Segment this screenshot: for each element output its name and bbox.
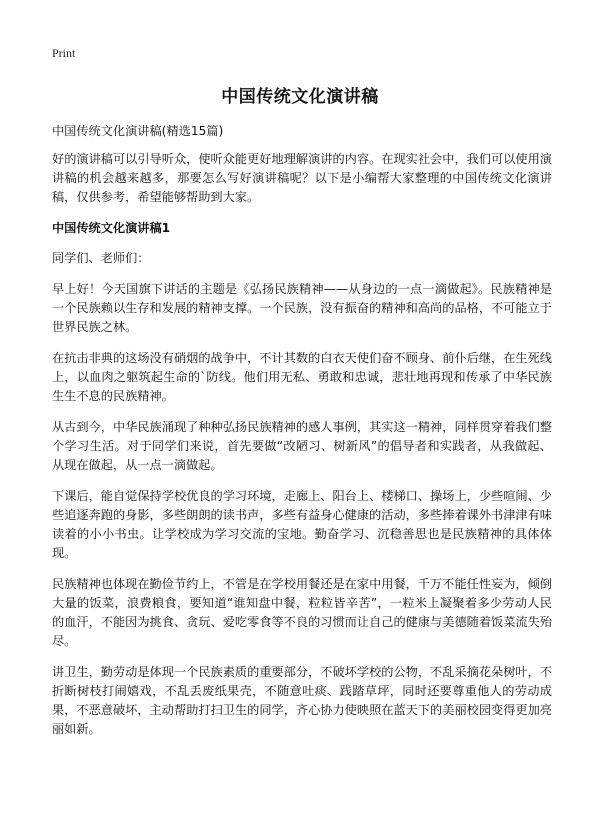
greeting: 同学们、老师们：	[52, 251, 150, 265]
body-paragraph-4: 下课后，能自觉保持学校优良的学习环境，走廊上、阳台上、楼梯口、操场上，少些喧闹、少些追逐奔跑的身影，多些朗朗的读书声，多些有益身心健康的活动，多些捧着课外书津津有味读着的小小书虫。让学校成为学习交流的宝地。勤奋学习、沉稳善思也是民族精神的具体体现。	[52, 489, 552, 560]
body-paragraph-1: 早上好！今天国旗下讲话的主题是《弘扬民族精神——从身边的一点一滴做起》。民族精神是一个民族赖以生存和发展的精神支撑。一个民族，没有振奋的精神和高尚的品格，不可能立于世界民族之林。	[52, 282, 552, 334]
section-heading: 中国传统文化演讲稿1	[52, 221, 171, 235]
page-title: 中国传统文化演讲稿	[221, 87, 379, 107]
body-paragraph-5: 民族精神也体现在勤俭节约上，不管是在学校用餐还是在家中用餐，千万不能任性妄为，倾倒大量的饭菜，浪费粮食，要知道“谁知盘中餐，粒粒皆辛苦”，一粒米上凝聚着多少劳动人民的血汗，不能因为挑食、贪玩、爱吃零食等不良的习惯而让自己的健康与美德随着饭菜流失殆尽。	[52, 577, 552, 648]
print-link[interactable]: Print	[52, 46, 76, 60]
document-subtitle: 中国传统文化演讲稿(精选15篇)	[52, 124, 224, 138]
document-body	[52, 122, 552, 751]
body-paragraph-3: 从古到今，中华民族涌现了种种弘扬民族精神的感人事例，其实这一精神，同样贯穿着我们整个学习生活。对于同学们来说，首先要做“改陋习、树新风”的倡导者和实践者，从我做起、从现在做起，从一点一滴做起。	[52, 420, 552, 472]
body-paragraph-6: 讲卫生，勤劳动是体现一个民族素质的重要部分，不破坏学校的公物，不乱采摘花朵树叶，不折断树枝打闹嬉戏，不乱丢废纸果壳，不随意吐痰、践踏草坪，同时还要尊重他人的劳动成果，不恶意破坏，主动帮助打扫卫生的同学，齐心协力使映照在蓝天下的美丽校园变得更加亮丽如新。	[52, 665, 552, 736]
intro-paragraph: 好的演讲稿可以引导听众，使听众能更好地理解演讲的内容。在现实社会中，我们可以使用演讲稿的机会越来越多，那要怎么写好演讲稿呢？以下是小编帮大家整理的中国传统文化演讲稿，仅供参考，希望能够帮助到大家。	[52, 152, 552, 204]
body-paragraph-2: 在抗击非典的这场没有硝烟的战争中，不计其数的白衣天使们奋不顾身、前仆后继，在生死线上，以血肉之躯筑起生命的`防线。他们用无私、勇敢和忠诚，悲壮地再现和传承了中华民族生生不息的民族精神。	[52, 351, 552, 403]
